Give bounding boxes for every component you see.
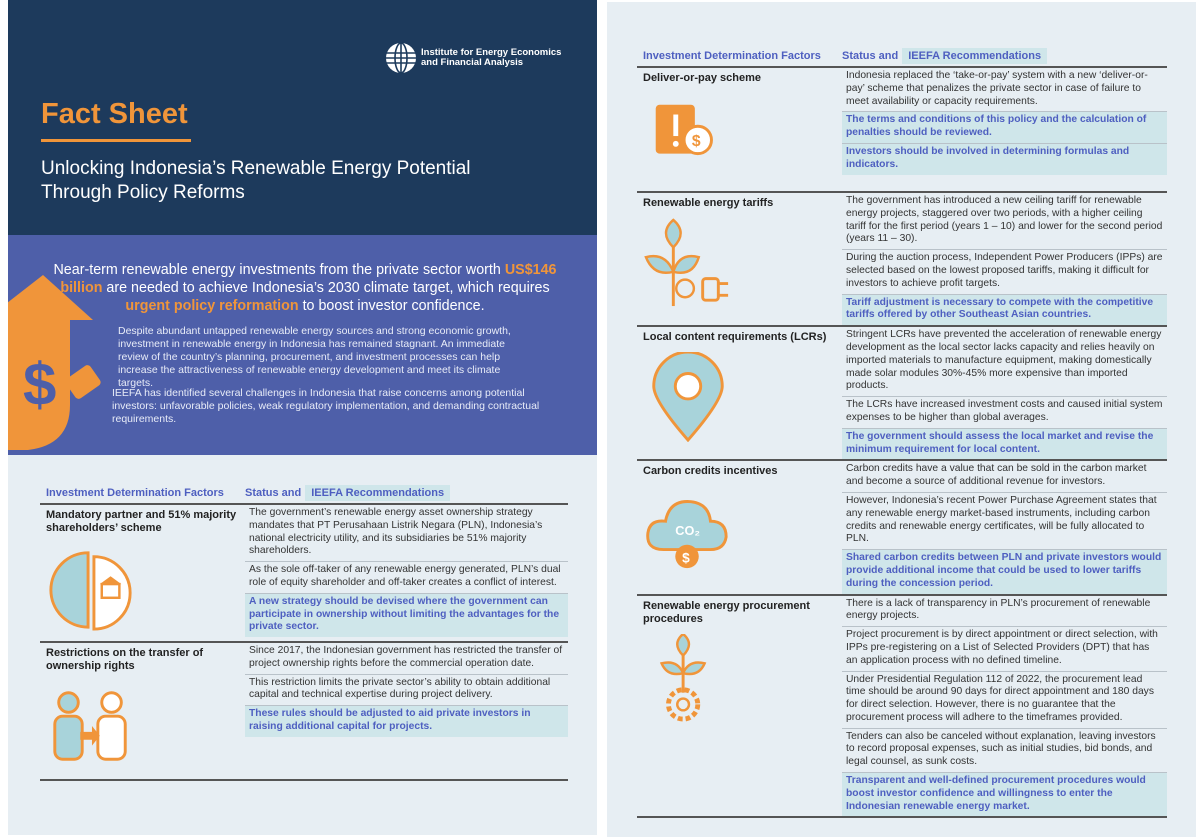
recommendation-cell: Investors should be involved in determining formulas and indicators.	[842, 144, 1167, 175]
lead-highlight-reform: urgent policy reformation	[125, 298, 299, 314]
lead-highlight-amount: US$146 billion	[60, 262, 557, 296]
lead-statement	[40, 261, 570, 315]
table-row	[40, 505, 568, 643]
status-cell: The LCRs have increased investment costs and caused initial system expenses to be higher than global averages.	[842, 397, 1167, 429]
table-row	[637, 327, 1167, 461]
status-cell: There is a lack of transparency in PLN’s procurement of renewable energy projects.	[842, 596, 1167, 628]
status-cell: Stringent LCRs have prevented the acceleration of renewable energy development as the local sector lacks capacity and relies heavily on imported materials to manufacture equipment, making domestically made solar modules 30%-45% more expensive than imported products.	[842, 327, 1167, 397]
status-cell: Project procurement is by direct appointment or direct selection, with IPPs pre-registering on a List of Selected Providers (DPT) that has an application process with no defined timeline.	[842, 627, 1167, 671]
table-header	[637, 46, 1167, 68]
co2-cloud-icon	[643, 486, 733, 576]
header-banner	[8, 0, 597, 235]
factor-label: Restrictions on the transfer of ownership rights	[46, 647, 204, 672]
status-cell: However, Indonesia’s recent Power Purchase Agreement states that any renewable energy market-based instruments, including carbon credits and renewable energy certificates, will be fully allocated to PLN.	[842, 493, 1167, 550]
factor-label: Deliver-or-pay scheme	[643, 72, 761, 84]
recommendation-cell: The government should assess the local market and revise the minimum requirement for local content.	[842, 429, 1167, 460]
status-cell: The government’s renewable energy asset ownership strategy mandates that PT Perusahaan Listrik Negara (PLN), Indonesia’s national electricity utility, and its subsidiaries be 51% majority shareholders.	[245, 505, 568, 562]
table-row	[637, 596, 1167, 819]
svg-text:$: $	[682, 550, 690, 566]
warning-dollar-icon	[643, 93, 733, 183]
globe-icon	[385, 42, 417, 74]
page-subtitle: Unlocking Indonesia’s Renewable Energy Potential Through Policy Reforms	[41, 158, 471, 203]
recommendation-cell: A new strategy should be devised where the government can participate in ownership without limiting the advantages for the private sector.	[245, 594, 568, 637]
svg-text:$: $	[691, 132, 701, 150]
lead-text: are needed to achieve Indonesia’s 2030 climate target, which requires	[102, 280, 550, 296]
status-cell: Since 2017, the Indonesian government has restricted the transfer of project ownership rights before the commercial operation date.	[245, 643, 568, 675]
status-cell: As the sole off-taker of any renewable energy generated, PLN’s dual role of equity shareholder and off-taker creates a conflict of interest.	[245, 562, 568, 594]
table-row	[637, 68, 1167, 193]
right-page	[607, 2, 1196, 837]
status-cell: The government has introduced a new ceiling tariff for renewable energy projects, staggered over two periods, with a higher ceiling tariff for the first period (years 1 – 10) and lower for the second period (years 11 – 30).	[842, 193, 1167, 250]
pie-bank-icon	[46, 543, 136, 633]
page-title: Fact Sheet	[41, 98, 188, 130]
header-recommendations: IEEFA Recommendations	[305, 485, 450, 501]
logo-line1: Institute for Energy Economics	[421, 47, 562, 58]
left-page	[8, 0, 597, 835]
location-pin-icon	[643, 352, 733, 442]
people-transfer-icon	[46, 681, 136, 771]
factor-label: Renewable energy tariffs	[643, 197, 774, 209]
factor-label: Renewable energy procurement procedures	[643, 599, 810, 625]
svg-text:$: $	[23, 351, 57, 418]
factor-label: Local content requirements (LCRs)	[643, 331, 827, 344]
header-status: Status and	[245, 487, 302, 499]
recommendation-cell: The terms and conditions of this policy and the calculation of penalties should be reviewed.	[842, 112, 1167, 144]
plant-plug-icon	[643, 218, 733, 308]
ieefa-logo	[385, 42, 561, 74]
header-recommendations: IEEFA Recommendations	[902, 48, 1047, 64]
status-cell: This restriction limits the private sector’s ability to obtain additional capital and technical expertise during project delivery.	[245, 675, 568, 707]
status-cell: Tenders can also be canceled without explanation, leaving investors to record proposal expenses, such as initial studies, bid bonds, and legal counsel, as sunk costs.	[842, 729, 1167, 773]
table-row	[637, 193, 1167, 327]
title-underline	[41, 139, 191, 142]
status-cell: Indonesia replaced the ‘take-or-pay’ system with a new ‘deliver-or-pay’ scheme that penalizes the private sector in case of failure to meet availability or capacity requirements.	[842, 68, 1167, 112]
recommendation-cell: Transparent and well-defined procurement procedures would boost investor confidence and willingness to enter the Indonesian renewable energy market.	[842, 773, 1167, 816]
summary-band	[8, 235, 597, 455]
factors-table-left	[40, 483, 568, 781]
intro-paragraph: Despite abundant untapped renewable energy sources and strong economic growth, investment in renewable energy in Indonesia has remained stagnant. An immediate review of the country’s planning, procurement, and investment processes can help increase the attractiveness of renewable energy development and meet its climate targets.	[118, 325, 511, 389]
table-row	[40, 643, 568, 781]
plant-gear-icon	[643, 634, 733, 724]
lead-text: Near-term renewable energy investments from the private sector worth	[53, 262, 505, 278]
recommendation-cell: Tariff adjustment is necessary to compete with the competitive tariffs offered by other Southeast Asian countries.	[842, 295, 1167, 326]
recommendation-cell: These rules should be adjusted to aid private investors in raising additional capital for projects.	[245, 706, 568, 737]
header-status: Status and	[842, 50, 899, 62]
status-cell: Under Presidential Regulation 112 of 2022, the procurement lead time should be around 90 days for direct appointment and 180 days for direct selection. However, there is no guarantee that the procurement process will adhere to the timeframes provided.	[842, 672, 1167, 729]
lead-text: to boost investor confidence.	[298, 298, 485, 314]
challenges-paragraph: IEEFA has identified several challenges in Indonesia that raise concerns among potential investors: unfavorable policies, weak regulatory implementation, and demanding contractual requirements.	[112, 387, 540, 425]
logo-line2: and Financial Analysis	[421, 57, 524, 68]
header-factors: Investment Determination Factors	[643, 50, 821, 62]
table-row	[637, 461, 1167, 595]
recommendation-cell: Shared carbon credits between PLN and private investors would provide additional income that could be used to lower tariffs during the concession period.	[842, 550, 1167, 593]
factors-table-right	[637, 46, 1167, 818]
factor-label: Mandatory partner and 51% majority shareholders’ scheme	[46, 509, 237, 534]
status-cell: Carbon credits have a value that can be sold in the carbon market and become a source of additional revenue for investors.	[842, 461, 1167, 493]
svg-text:CO₂: CO₂	[675, 523, 700, 539]
factor-label: Carbon credits incentives	[643, 465, 778, 478]
status-cell: During the auction process, Independent Power Producers (IPPs) are selected based on the lowest proposed tariffs, making it difficult for investors to achieve profit targets.	[842, 250, 1167, 294]
header-factors: Investment Determination Factors	[46, 487, 224, 499]
table-header	[40, 483, 568, 505]
